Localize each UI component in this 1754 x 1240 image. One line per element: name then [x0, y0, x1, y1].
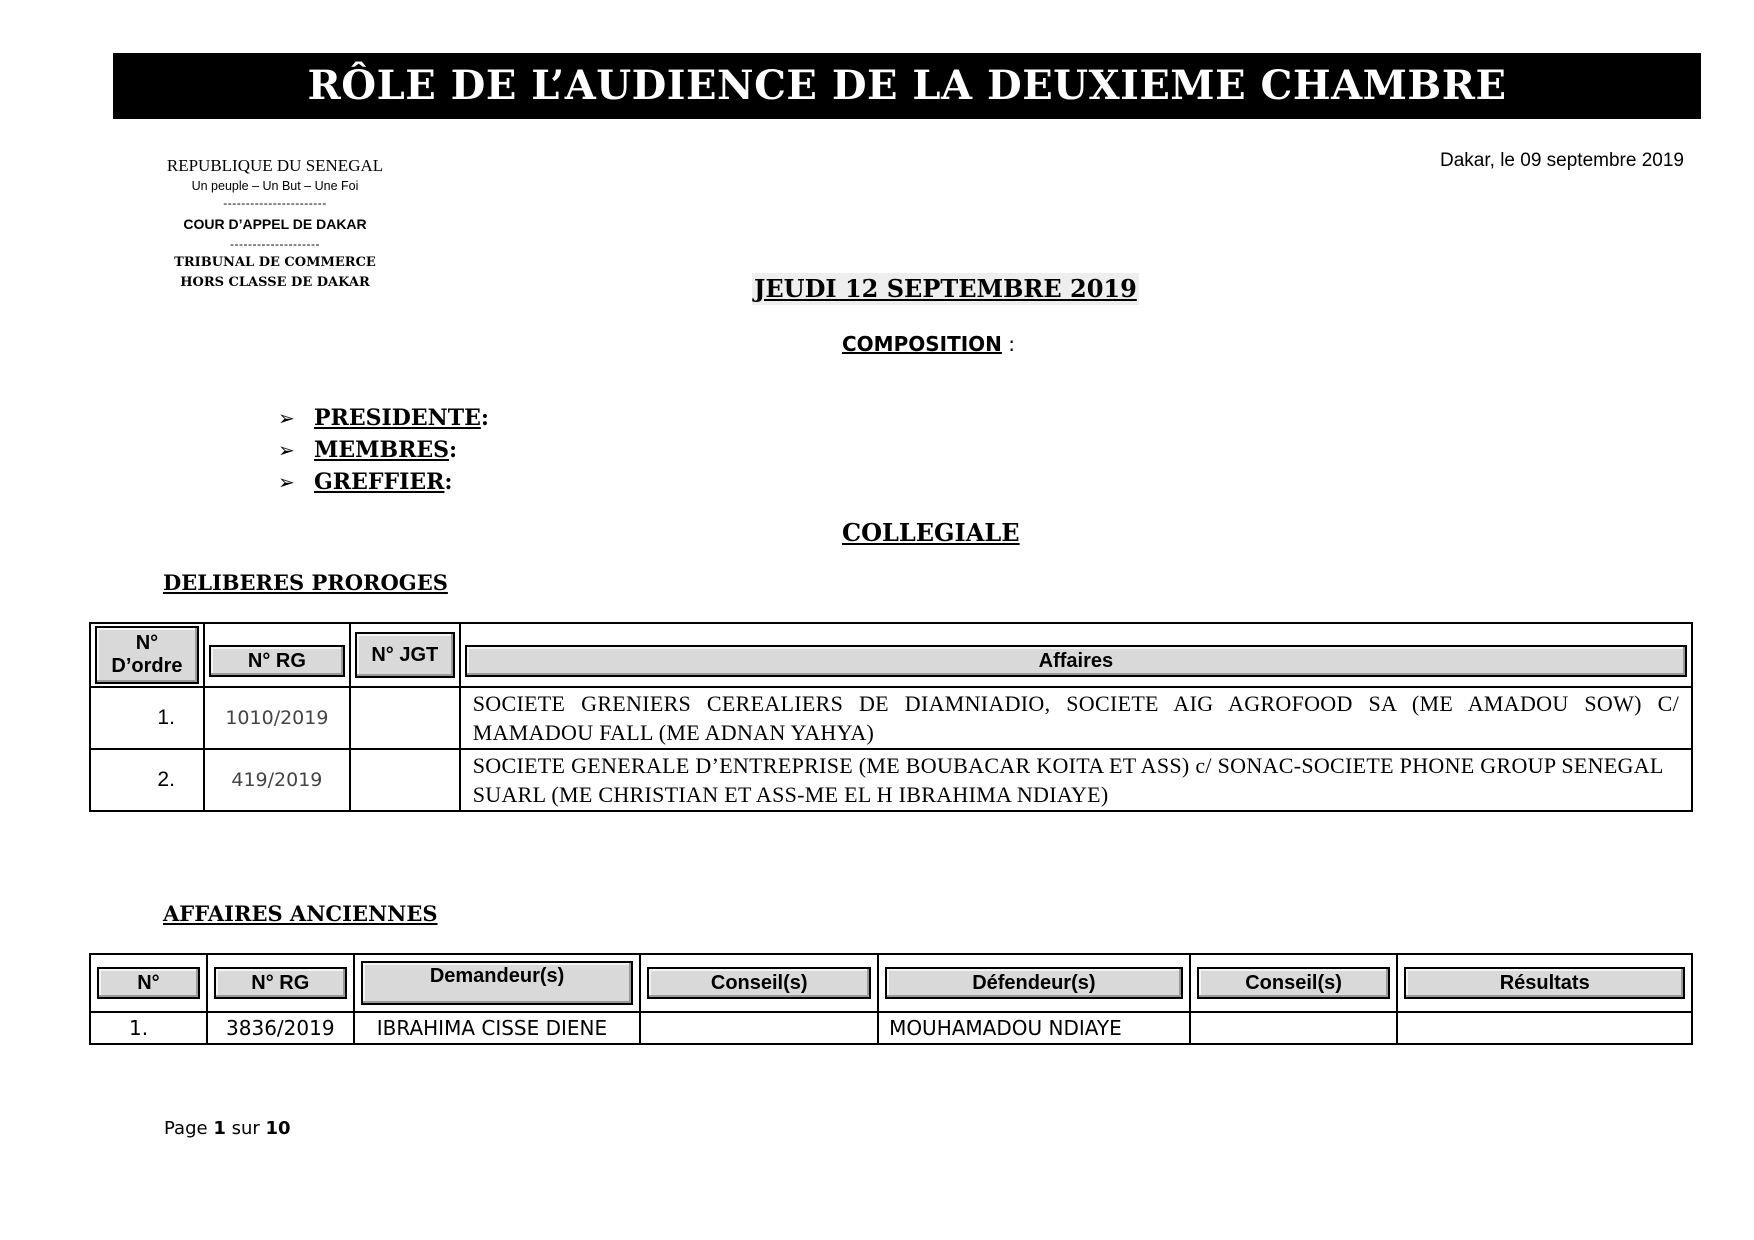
collegiale-heading: COLLEGIALE — [842, 518, 1020, 547]
page-current: 1 — [213, 1118, 226, 1139]
page-total: 10 — [265, 1118, 291, 1139]
header-cell — [90, 623, 204, 687]
resultat-value — [1397, 1012, 1692, 1044]
header-cell — [878, 954, 1190, 1012]
anciennes-table — [89, 953, 1693, 1045]
composition-colon: : — [1001, 332, 1016, 356]
header-cell — [640, 954, 878, 1012]
arrow-bullet-icon: ➢ — [278, 406, 295, 430]
table-row — [90, 749, 1692, 811]
composition-heading — [842, 330, 1015, 358]
rg-number: 1010/2019 — [204, 687, 350, 749]
col-header-num: N° — [97, 967, 200, 999]
col-header-demandeur: Demandeur(s) — [361, 961, 634, 1005]
role-presidente — [278, 402, 489, 434]
col-header-rg: N° RG — [214, 967, 347, 999]
conseil-value — [640, 1012, 878, 1044]
header-cell — [90, 954, 207, 1012]
role-membres — [278, 434, 489, 466]
header-cell — [204, 623, 350, 687]
document-date: Dakar, le 09 septembre 2019 — [1440, 150, 1684, 171]
role-suffix: : — [444, 469, 453, 495]
order-number: 2. — [90, 749, 204, 811]
page-number — [164, 1118, 291, 1139]
col-header-resultats: Résultats — [1404, 967, 1685, 999]
header-cell — [207, 954, 354, 1012]
hearing-day: JEUDI 12 SEPTEMBRE 2019 — [754, 274, 1137, 303]
deliberes-section-title: DELIBERES PROROGES — [163, 570, 448, 595]
header-cell — [1190, 954, 1398, 1012]
role-greffier — [278, 466, 489, 498]
col-header-affaires: Affaires — [465, 645, 1687, 677]
tribunal-name-line1: TRIBUNAL DE COMMERCE — [174, 255, 376, 270]
court-name: COUR D’APPEL DE DAKAR — [183, 216, 367, 232]
demandeur-name: IBRAHIMA CISSE DIENE — [354, 1012, 641, 1044]
jgt-number — [350, 687, 460, 749]
header-cell — [460, 623, 1692, 687]
deliberes-table — [89, 622, 1693, 812]
arrow-bullet-icon: ➢ — [278, 438, 295, 462]
rg-number: 3836/2019 — [207, 1012, 354, 1044]
col-header-ordre — [95, 626, 199, 684]
col-header-jgt: N° JGT — [355, 632, 455, 678]
composition-label: COMPOSITION — [842, 332, 1002, 356]
arrow-bullet-icon: ➢ — [278, 470, 295, 494]
affaire-description: SOCIETE GRENIERS CEREALIERS DE DIAMNIADIO, SOCIETE AIG AGROFOOD SA (ME AMADOU SOW) C/ MAMADOU FALL (ME ADNAN YAHYA) — [460, 687, 1692, 749]
page-prefix: Page — [164, 1118, 214, 1139]
anciennes-section-title: AFFAIRES ANCIENNES — [163, 901, 438, 926]
table-header-row — [90, 623, 1692, 687]
jgt-number — [350, 749, 460, 811]
tribunal-name-line2: HORS CLASSE DE DAKAR — [180, 275, 370, 290]
role-label: PRESIDENTE — [314, 405, 481, 431]
header-cell — [350, 623, 460, 687]
header-label: N° — [135, 632, 159, 654]
defendeur-name: MOUHAMADOU NDIAYE — [878, 1012, 1190, 1044]
col-header-rg: N° RG — [209, 645, 345, 677]
rg-number: 419/2019 — [204, 749, 350, 811]
republic-name: REPUBLIQUE DU SENEGAL — [166, 156, 384, 175]
table-header-row — [90, 954, 1692, 1012]
institution-header — [150, 154, 400, 293]
header-cell — [1397, 954, 1692, 1012]
role-label: MEMBRES — [314, 437, 450, 463]
col-header-conseil: Conseil(s) — [647, 967, 871, 999]
role-suffix: : — [449, 437, 458, 463]
header-label: D’ordre — [111, 655, 183, 677]
page-middle: sur — [225, 1118, 266, 1139]
composition-roles — [278, 402, 489, 498]
role-suffix: : — [480, 405, 489, 431]
role-label: GREFFIER — [314, 469, 445, 495]
conseil-value — [1190, 1012, 1398, 1044]
col-header-defendeur: Défendeur(s) — [885, 967, 1183, 999]
national-motto: Un peuple – Un But – Une Foi — [191, 179, 359, 193]
header-cell — [354, 954, 641, 1012]
separator: ----------------------- — [223, 196, 327, 210]
order-number: 1. — [90, 1012, 207, 1044]
order-number: 1. — [90, 687, 204, 749]
affaire-description: SOCIETE GENERALE D’ENTREPRISE (ME BOUBACAR KOITA ET ASS) c/ SONAC-SOCIETE PHONE GROUP SENEGAL SUARL (ME CHRISTIAN ET ASS-ME EL H IBRAHIMA NDIAYE) — [460, 749, 1692, 811]
table-row — [90, 1012, 1692, 1044]
separator: -------------------- — [230, 237, 320, 251]
col-header-conseil: Conseil(s) — [1197, 967, 1391, 999]
table-row — [90, 687, 1692, 749]
page-banner-title: RÔLE DE L’AUDIENCE DE LA DEUXIEME CHAMBRE — [113, 53, 1701, 119]
